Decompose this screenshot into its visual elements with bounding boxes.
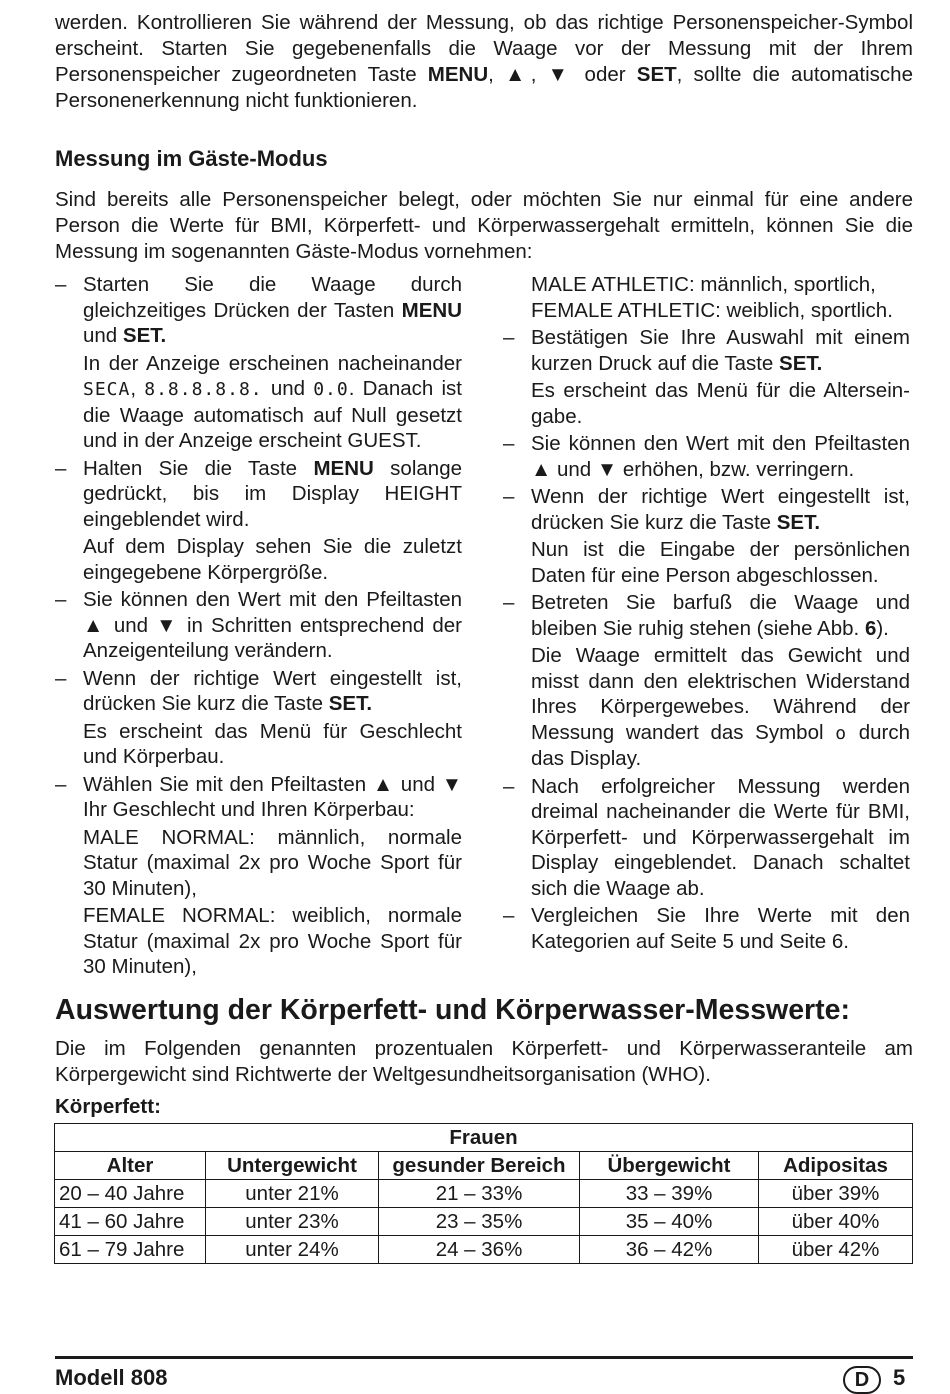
table-cell: unter 24% [206,1236,379,1264]
list-item [503,590,910,641]
list-dash: – [503,904,515,927]
item-text: Sie können den Wert mit den Pfeiltasten ▲ und ▼ in Schritten entsprechend der Anzeigenteilung verändern. [83,588,462,662]
key-set: SET. [122,324,167,347]
item-text: Vergleichen Sie Ihre Werte mit den Kategorien auf Seite 5 und Seite 6. [531,904,910,953]
table-group-header: Frauen [55,1124,913,1152]
key-set: SET. [776,510,821,534]
display-segment-text: SECA [83,379,131,400]
section-heading-evaluation: Auswertung der Körperfett- und Körperwasser-Messwerte: [55,994,850,1026]
right-column [503,272,910,956]
list-item [55,272,462,349]
list-dash: – [55,588,67,611]
item-text: solange gedrückt, bis im Display HEIGHT eingeblendet wird. [83,456,462,531]
table-cell: über 40% [759,1208,913,1236]
item-text: Starten Sie die Waage durch gleichzeitiges Drücken der Tasten [83,273,462,322]
item-text: Sie können den Wert mit den Pfeiltasten ▲ und ▼ erhöhen, bzw. verringern. [531,432,910,481]
list-dash: – [503,326,515,349]
intro-paragraph [55,10,913,114]
table-cell: 21 – 33% [379,1180,580,1208]
measurement-symbol-icon: o [835,722,848,744]
list-dash: – [55,666,67,690]
item-text: Halten Sie die Taste [83,456,314,480]
list-item-note [503,643,910,772]
item-text: Bestätigen Sie Ihre Auswahl mit einem kurzen Druck auf die Taste [531,326,910,375]
body-fat-table [54,1123,913,1264]
footer-model-name: Modell 808 [55,1365,168,1390]
list-dash: – [55,456,67,480]
list-dash: – [503,774,515,798]
intro-text: werden. Kontrollieren Sie während der Messung, ob das richtige Personenspeicher-Symbol erscheint. Starten Sie gegebenenfalls die Waage vor der Messung mit der Ihrem Personenspeicher zugeordneten Taste [55,11,913,86]
evaluation-intro-paragraph: Die im Folgenden genannten prozentualen Körperfett- und Körperwasseranteile am Körpergewicht sind Richtwerte der Weltgesundheitsorganisation (WHO). [55,1037,913,1086]
item-text: und [83,324,123,347]
item-text: ). [876,616,889,640]
list-item [503,431,910,482]
list-item-note: Es erscheint das Menü für Geschlecht und Körperbau. [83,719,462,768]
list-item-note [55,351,462,454]
table-header-row [55,1152,913,1180]
column-header: Alter [55,1152,206,1180]
display-segment-text: 0.0 [313,379,349,400]
item-text: , [130,377,145,400]
list-item-note: Auf dem Display sehen Sie die zuletzt eingegebene Körpergröße. [83,535,462,584]
table-cell: 35 – 40% [580,1208,759,1236]
list-item [55,456,462,533]
table-cell: 23 – 35% [379,1208,580,1236]
table-cell: 61 – 79 Jahre [55,1236,206,1264]
list-item [503,774,910,902]
table-cell: unter 23% [206,1208,379,1236]
column-header: Übergewicht [580,1152,759,1180]
list-item-note: MALE NORMAL: männlich, normale Statur (maximal 2x pro Woche Sport für 30 Minuten), [83,825,462,900]
list-dash: – [503,485,515,508]
list-item-note: FEMALE NORMAL: weiblich, normale Statur (maximal 2x pro Woche Sport für 30 Minuten), [83,904,462,978]
item-text: Wählen Sie mit den Pfeiltasten ▲ und ▼ Ihr Geschlecht und Ihren Körperbau: [83,772,462,821]
table-cell: über 42% [759,1236,913,1264]
item-text: In der Anzeige erscheinen nacheinander [83,351,462,375]
footer-divider [55,1356,913,1359]
language-badge: D [843,1366,881,1394]
list-dash: – [55,772,67,796]
table-row [55,1180,913,1208]
table-cell: über 39% [759,1180,913,1208]
table-group-row [55,1124,913,1152]
list-dash: – [55,273,67,296]
table-cell: unter 21% [206,1180,379,1208]
figure-reference: 6 [864,616,877,640]
key-set: SET [636,63,677,86]
column-header: Adipositas [759,1152,913,1180]
column-header: gesunder Bereich [379,1152,580,1180]
list-item-note: FEMALE ATHLETIC: weiblich, sportlich. [531,298,893,322]
table-cell: 36 – 42% [580,1236,759,1264]
item-text: Betreten Sie barfuß die Waage und bleiben Sie ruhig stehen (siehe Abb. [531,591,910,640]
list-item [55,666,462,717]
table-caption: Körperfett: [55,1095,161,1118]
intro-text: , sollte die automatische Personenerkennung nicht funktionieren. [55,63,913,112]
table-cell: 20 – 40 Jahre [55,1180,206,1208]
key-menu: MENU [313,456,374,480]
list-dash: – [503,432,515,455]
key-menu: MENU [401,298,462,322]
intro-text: , ▲, ▼ oder [488,63,637,86]
key-menu: MENU [427,63,489,86]
guest-intro-paragraph: Sind bereits alle Personenspeicher belegt, oder möchten Sie nur einmal für eine andere Person die Werte für BMI, Körperfett- und Körperwassergehalt ermitteln, können Sie die Messung im sogenannten Gäste-Modus vornehmen: [55,188,913,263]
list-item-note: Nun ist die Eingabe der persönlichen Daten für eine Person abgeschlossen. [531,538,910,587]
item-text: und [262,377,314,400]
list-item [55,587,462,664]
item-text: . Danach ist die Waage automatisch auf Null gesetzt und in der Anzeige erscheint GUEST. [83,377,462,452]
key-set: SET. [779,351,823,375]
item-text: Wenn der richtige Wert eingestellt ist, drücken Sie kurz die Taste [531,485,910,534]
item-text: Die Waage ermittelt das Gewicht und misst dann den elektrischen Widerstand Ihres Körpergewebes. Während der Messung wandert das Symbol [531,644,910,744]
display-segment-text: 8.8.8.8.8. [144,379,263,400]
list-item [503,484,910,535]
key-set: SET. [328,692,373,715]
list-item-note: MALE ATHLETIC: männlich, sportlich, [531,273,876,296]
table-row [55,1236,913,1264]
list-item-note: Es erscheint das Menü für die Alterseingabe. [531,379,910,428]
list-item [503,903,910,954]
table-cell: 33 – 39% [580,1180,759,1208]
page-number: 5 [893,1365,906,1390]
table-cell: 41 – 60 Jahre [55,1208,206,1236]
list-item [503,325,910,376]
section-heading-guest-mode: Messung im Gäste-Modus [55,146,328,171]
table-cell: 24 – 36% [379,1236,580,1264]
table-row [55,1208,913,1236]
list-dash: – [503,591,515,614]
item-text: Nach erfolgreicher Messung werden dreimal nacheinander die Werte für BMI, Körperfett- und Körperwassergehalt im Display eingeblendet. Danach schaltet sich die Waage ab. [531,774,910,900]
list-item [55,772,462,823]
item-text: durch das Display. [531,720,910,770]
left-column [55,272,462,982]
column-header: Untergewicht [206,1152,379,1180]
item-text: Wenn der richtige Wert eingestellt ist, drücken Sie kurz die Taste [83,666,462,715]
